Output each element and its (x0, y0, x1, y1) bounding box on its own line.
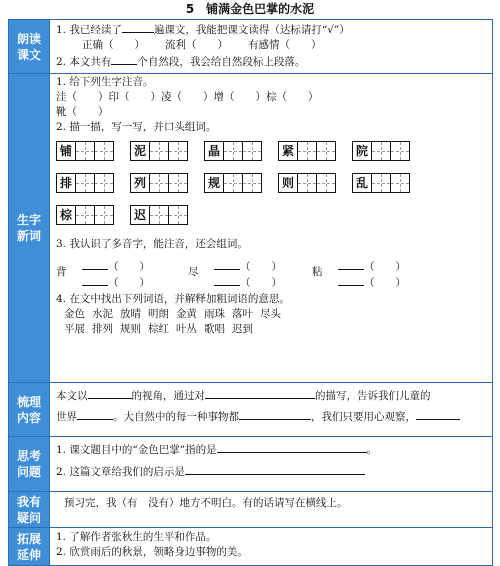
section-label-questions: 我有 疑问 (9, 492, 50, 528)
section-body-extension (50, 528, 493, 566)
write-cell[interactable] (75, 173, 95, 193)
option-correct[interactable]: 正确（ ） (82, 39, 145, 51)
section-summary (9, 383, 493, 437)
pinyin-row-2[interactable]: 靴（ ） (56, 106, 109, 118)
summary-line-2: 世界 。大自然中的每一种事物都 ，我们只要用心观察， (56, 408, 486, 425)
section-body-questions (50, 492, 493, 528)
worksheet-table (8, 19, 493, 566)
option-emotional[interactable]: 有感情（ ） (248, 39, 322, 51)
write-cell[interactable] (149, 173, 169, 193)
option-fluent[interactable]: 流利（ ） (165, 39, 229, 51)
write-cell[interactable] (94, 141, 114, 161)
section-label-summary: 梳理 内容 (9, 383, 50, 437)
char-box: 泥 (130, 141, 188, 161)
char-grid-row-1 (56, 141, 486, 161)
reading-options (56, 38, 486, 53)
words-q4: 4. 在文中找出下列词语，并解释加粗词语的意思。 (56, 293, 290, 305)
write-cell[interactable] (168, 205, 188, 225)
section-label-thinking: 思考 问题 (9, 437, 50, 492)
paragraph-count-blank[interactable] (111, 53, 137, 65)
char-grid-row-3 (56, 205, 486, 225)
write-cell[interactable] (94, 173, 114, 193)
char-box: 铺 (56, 141, 114, 161)
char-box: 规 (204, 173, 262, 193)
page-title: 5 铺满金色巴掌的水泥 (185, 2, 315, 16)
polyphone-row (56, 258, 486, 290)
char-box: 紧 (278, 141, 336, 161)
read-count-blank[interactable] (122, 21, 154, 33)
summary-line-1: 本文以 的视角，通过对 的描写，告诉我们儿童的 (56, 387, 486, 404)
extension-item-1: 1. 了解作者张秋生的生平和作品。 (56, 531, 217, 543)
polyphone-item: 尽 （ ） （ ） (188, 258, 282, 290)
char-box: 排 (56, 173, 114, 193)
section-body-summary (50, 383, 493, 437)
write-cell[interactable] (390, 173, 410, 193)
polyphone-item: 粘 （ ） （ ） (312, 258, 406, 290)
section-body-reading (50, 20, 493, 74)
words-q3: 3. 我认识了多音字，能注音，还会组词。 (56, 238, 248, 250)
write-cell[interactable] (316, 173, 336, 193)
write-cell[interactable] (371, 141, 391, 161)
section-extension (9, 528, 493, 566)
vocab-row-2: 平展 排列 规则 棕红 叶丛 歌唱 迟到 (64, 323, 253, 335)
section-words (9, 74, 493, 383)
write-cell[interactable] (75, 205, 95, 225)
char-box: 列 (130, 173, 188, 193)
char-box: 晶 (204, 141, 262, 161)
char-box: 棕 (56, 205, 114, 225)
extension-item-2: 2. 欣赏雨后的秋景，领略身边事物的美。 (56, 546, 248, 558)
write-cell[interactable] (297, 141, 317, 161)
write-cell[interactable] (94, 205, 114, 225)
char-box: 院 (352, 141, 410, 161)
char-grid-row-2 (56, 173, 486, 193)
write-cell[interactable] (297, 173, 317, 193)
write-cell[interactable] (371, 173, 391, 193)
char-box: 则 (278, 173, 336, 193)
polyphone-item: 背 （ ） （ ） (56, 258, 150, 290)
pinyin-row-1[interactable]: 洼（ ）印（ ）凌（ ）增（ ）棕（ ） (56, 91, 319, 103)
section-body-thinking (50, 437, 493, 492)
section-label-extension: 拓展 延伸 (9, 528, 50, 566)
write-cell[interactable] (168, 173, 188, 193)
write-cell[interactable] (242, 173, 262, 193)
section-label-words: 生字 新词 (9, 74, 50, 383)
thinking-q2: 2. 这篇文章给我们的启示是 (56, 463, 486, 480)
section-body-words (50, 74, 493, 383)
write-cell[interactable] (390, 141, 410, 161)
section-questions (9, 492, 493, 528)
words-q1: 1. 给下列生字注音。 (56, 76, 154, 88)
reading-q2: 2. 本文共有 个自然段，我会给自然段标上段落。 (56, 53, 486, 70)
write-cell[interactable] (168, 141, 188, 161)
char-box: 迟 (130, 205, 188, 225)
section-label-reading: 朗读 课文 (9, 20, 50, 74)
write-cell[interactable] (316, 141, 336, 161)
write-cell[interactable] (149, 205, 169, 225)
write-cell[interactable] (75, 141, 95, 161)
questions-text: 预习完，我（有 没有）地方不明白。有的话请写在横线上。 (64, 497, 348, 509)
write-cell[interactable] (242, 141, 262, 161)
section-reading (9, 20, 493, 74)
char-box: 乱 (352, 173, 410, 193)
thinking-q1: 1. 课文题目中的“金色巴掌”指的是 。 (56, 441, 486, 458)
words-q2: 2. 描一描，写一写，并口头组词。 (56, 121, 217, 133)
write-cell[interactable] (223, 141, 243, 161)
write-cell[interactable] (223, 173, 243, 193)
write-cell[interactable] (149, 141, 169, 161)
vocab-row-1: 金色 水泥 放晴 明朗 金黄 雨珠 落叶 尽头 (64, 308, 281, 320)
reading-q1: 1. 我已经读了 遍课文，我能把课文读得（达标请打“√”） (56, 21, 486, 38)
section-thinking (9, 437, 493, 492)
